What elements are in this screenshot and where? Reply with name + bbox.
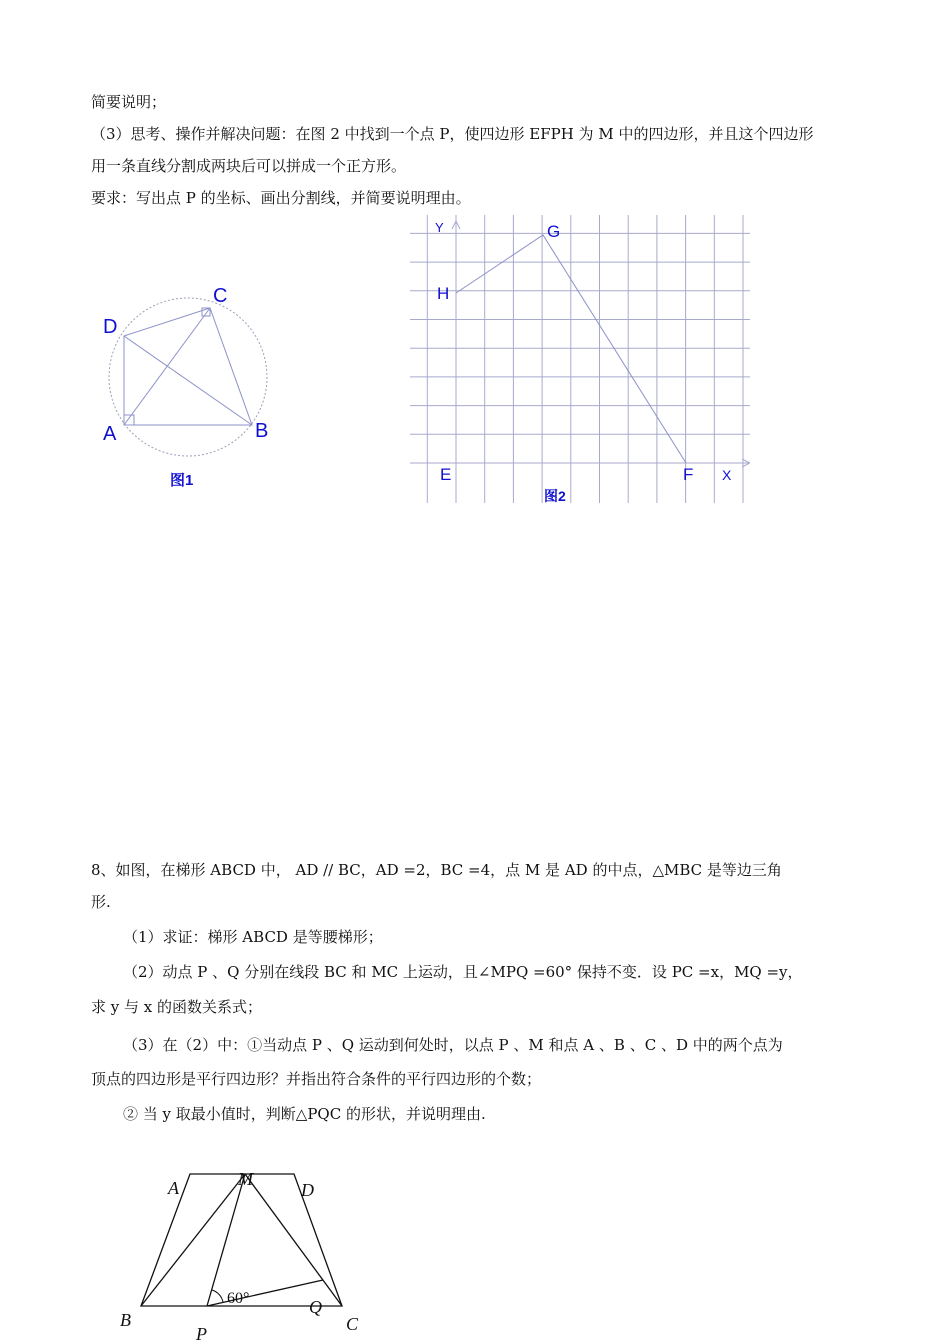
figure-2 [410,215,750,505]
text-line-4: 要求：写出点 P 的坐标、画出分割线，并简要说明理由。 [91,189,471,207]
fig3-label-p: P [196,1324,207,1344]
fig3-label-c: C [346,1314,359,1334]
fig2-label-g: G [547,222,561,241]
fig1-label-d: D [103,316,118,338]
question-2-line-2: 求 y 与 x 的函数关系式； [91,998,263,1016]
question-3-line-2: 顶点的四边形是平行四边形？并指出符合条件的平行四边形的个数； [91,1070,542,1088]
fig2-label-e: E [440,465,452,484]
fig2-axis-y: Y [435,220,444,235]
fig3-label-a: A [168,1178,179,1198]
fig3-label-d: D [301,1180,314,1200]
text-line-1: 简要说明； [91,93,167,111]
fig3-angle-label: 60° [227,1290,250,1307]
problem-8-line-2: 形. [91,893,111,911]
fig2-caption: 图2 [544,488,566,504]
question-3-line-3: ② 当 y 取最小值时，判断△PQC 的形状，并说明理由. [123,1105,486,1123]
fig2-axis-x: X [722,467,732,483]
figure-1 [95,280,285,495]
fig2-label-f: F [683,465,694,484]
question-1: （1）求证：梯形 ABCD 是等腰梯形； [123,928,383,946]
fig3-label-b: B [120,1310,131,1330]
fig1-label-b: B [255,420,269,442]
fig1-label-a: A [103,423,117,445]
fig1-label-c: C [213,285,228,307]
fig3-label-q: Q [309,1297,322,1317]
fig3-label-m: M [238,1169,253,1189]
fig2-label-h: H [437,284,450,303]
text-line-3: 用一条直线分割成两块后可以拼成一个正方形。 [91,157,407,175]
problem-8-line-1: 8、如图，在梯形 ABCD 中， AD // BC，AD =2，BC =4，点 M 是 AD 的中点，△MBC 是等边三角 [91,861,782,879]
question-2-line-1: （2）动点 P 、Q 分别在线段 BC 和 MC 上运动，且∠MPQ =60° 保持不变．设 PC =x，MQ =y， [123,963,803,981]
figure-3 [110,1160,390,1344]
fig1-caption: 图1 [170,472,194,489]
text-line-2: （3）思考、操作并解决问题：在图 2 中找到一个点 P，使四边形 EFPH 为 M 中的四边形，并且这个四边形 [91,125,814,143]
question-3-line-1: （3）在（2）中：①当动点 P 、Q 运动到何处时，以点 P 、M 和点 A 、B 、C 、D 中的两个点为 [123,1036,783,1054]
